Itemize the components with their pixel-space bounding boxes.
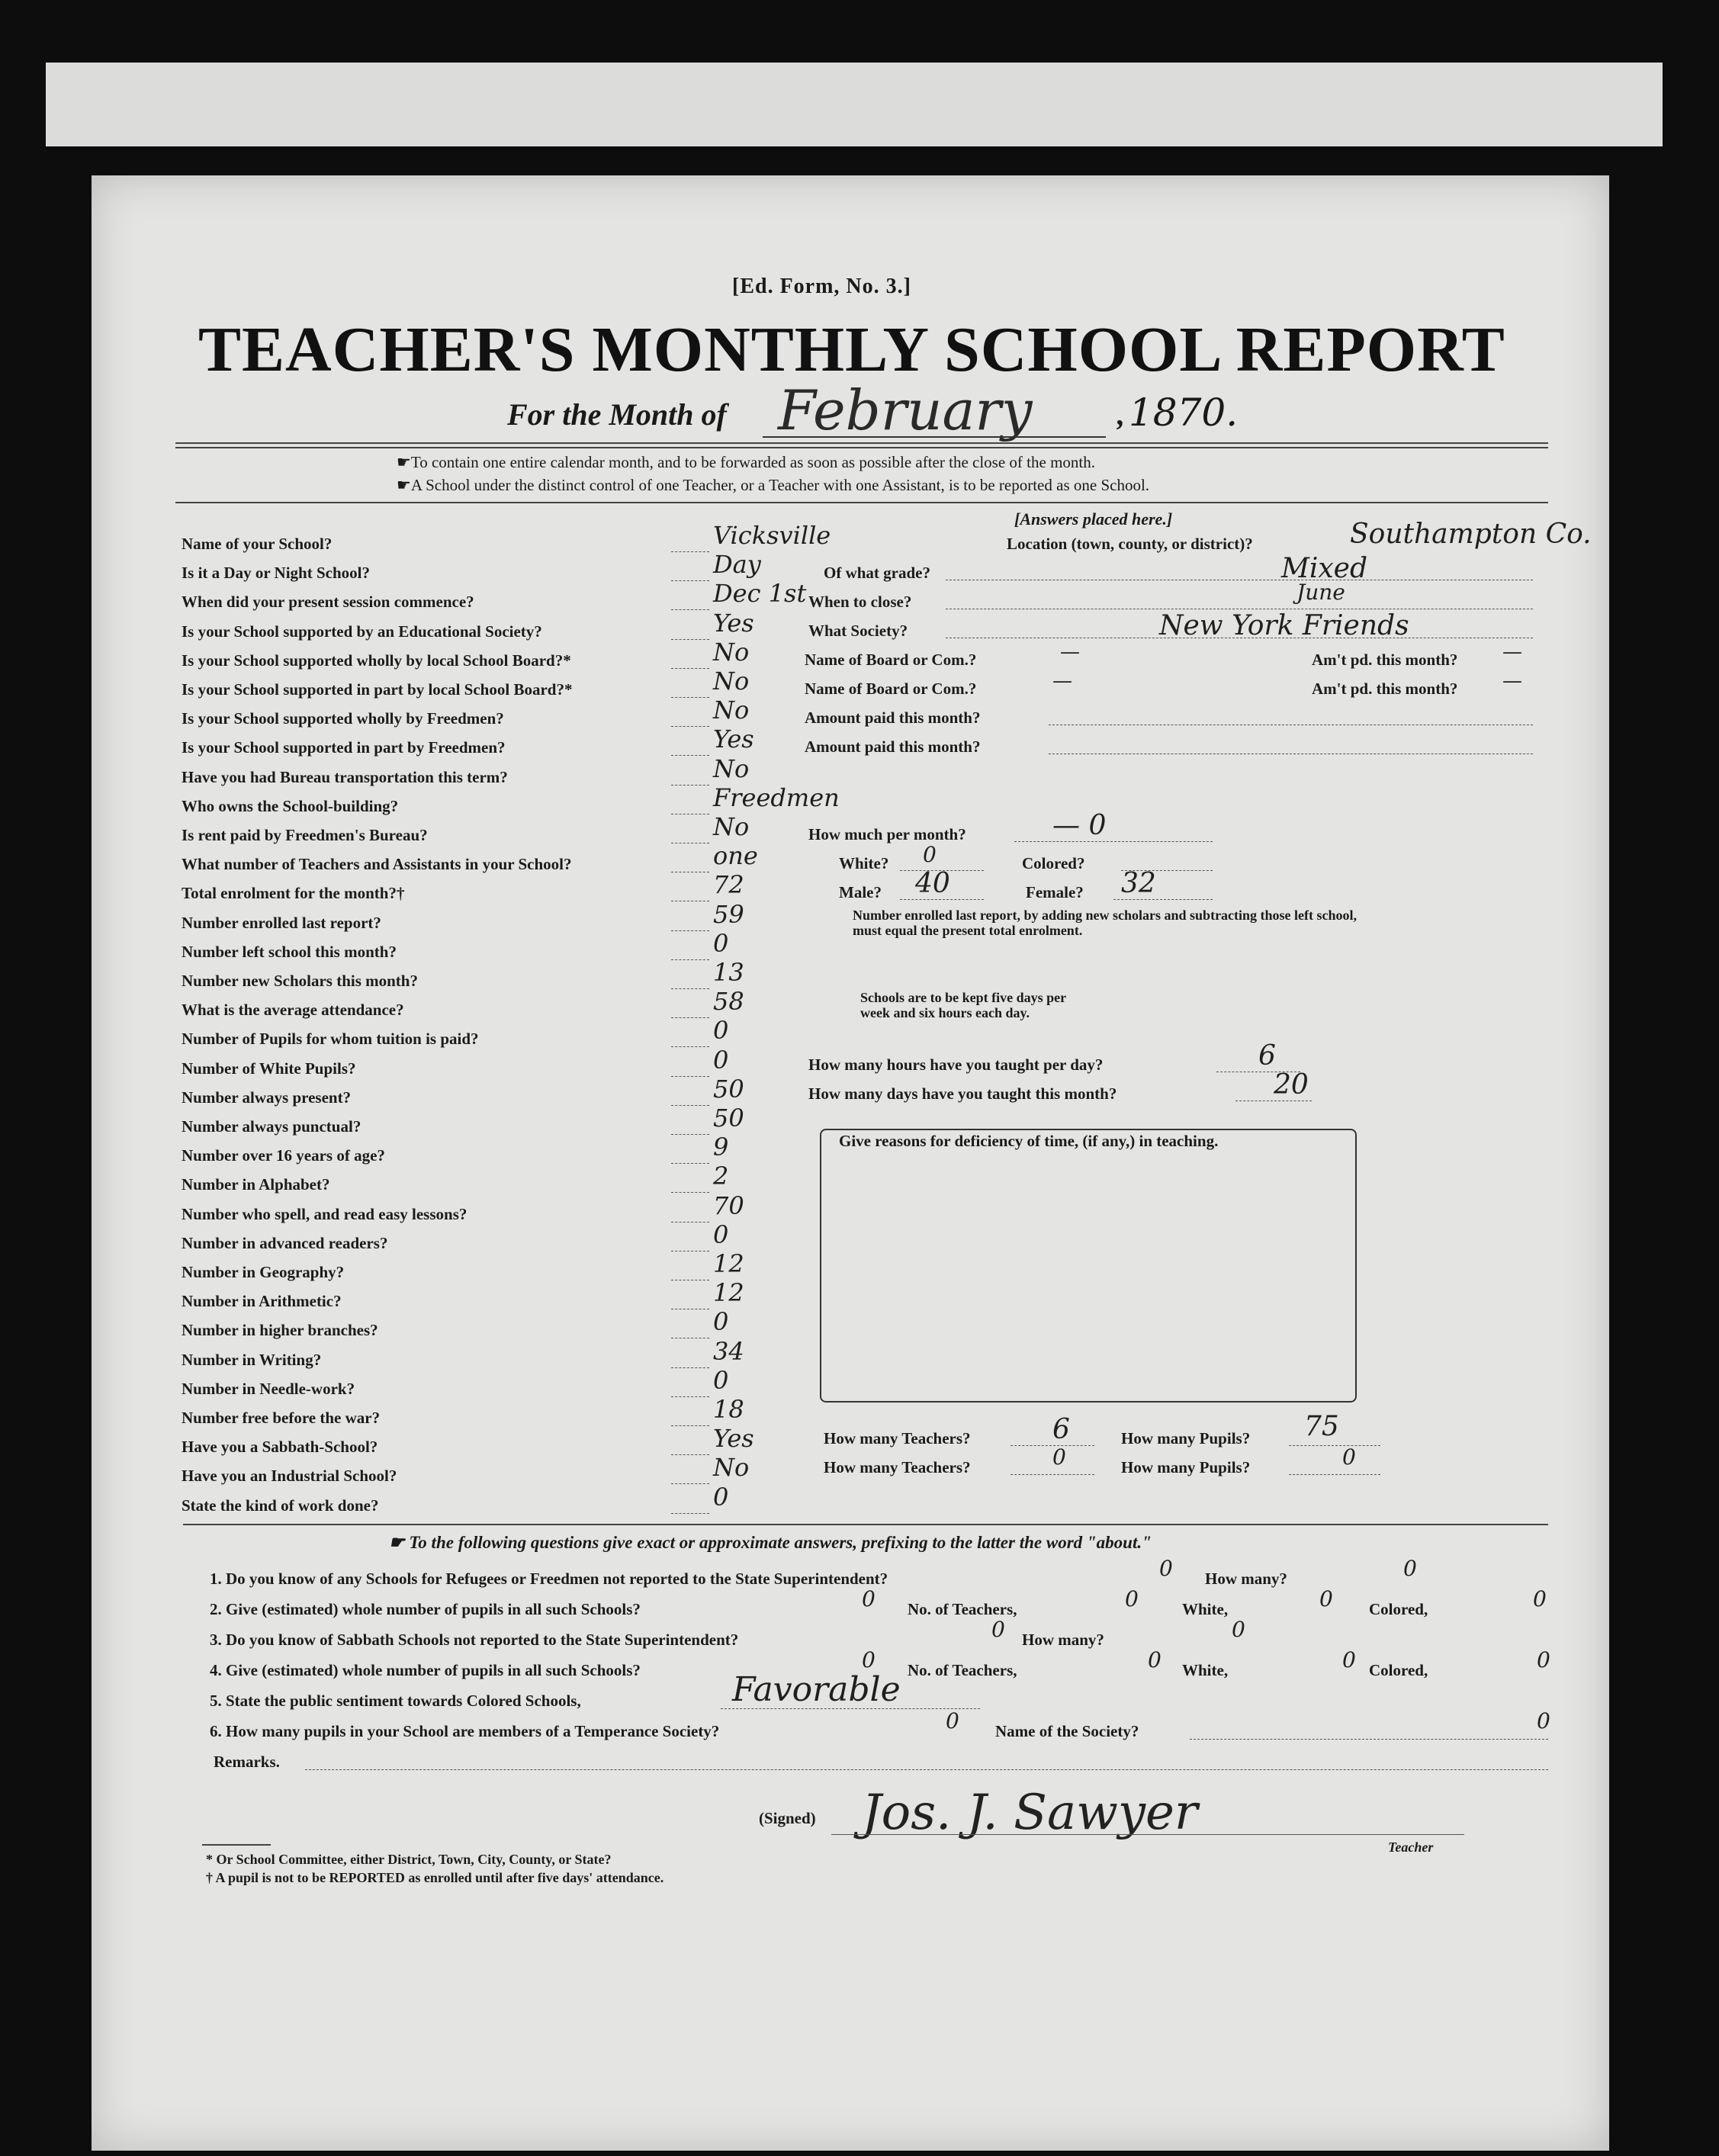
question-label: Have you had Bureau transportation this term?: [182, 768, 508, 786]
question-label: Is rent paid by Freedmen's Bureau?: [182, 826, 428, 844]
colored-label: Colored?: [1022, 854, 1085, 872]
sabbath-teachers-value: 6: [1052, 1414, 1070, 1445]
society-label: What Society?: [808, 622, 908, 640]
sq4-label: 4. Give (estimated) whole number of pupils in all such Schools?: [210, 1661, 641, 1679]
question-label: Number in Needle-work?: [182, 1380, 355, 1398]
sq4-colored-value: 0: [1537, 1647, 1550, 1672]
question-label: Total enrolment for the month?†: [182, 884, 405, 902]
question-answer: 58: [713, 987, 744, 1016]
question-answer: 12: [713, 1278, 744, 1307]
divider: [175, 502, 1548, 503]
instruction-note-2: ☛A School under the distinct control of one Teacher, or a Teacher with one Assistant, is to be reported as one School.: [397, 476, 1150, 494]
enrolment-note: Number enrolled last report, by adding new scholars and subtracting those left school, must equal the present total enrolment.: [853, 908, 1358, 938]
hours-value: 6: [1258, 1040, 1276, 1072]
form-number: [Ed. Form, No. 3.]: [732, 275, 911, 298]
question-label: What is the average attendance?: [182, 1001, 404, 1019]
days-label: How many days have you taught this month?: [808, 1084, 1117, 1103]
sq6-name-value: 0: [1537, 1708, 1550, 1733]
deficiency-label: Give reasons for deficiency of time, (if any,) in teaching.: [839, 1132, 1219, 1150]
sq4-colored-label: Colored,: [1369, 1661, 1428, 1679]
sq2-value: 0: [862, 1586, 876, 1611]
close-value: June: [1296, 580, 1345, 605]
question-label: Have you a Sabbath-School?: [182, 1438, 378, 1456]
sq2-white-value: 0: [1319, 1586, 1333, 1611]
sq3-value: 0: [991, 1617, 1005, 1642]
question-answer: 13: [713, 958, 744, 987]
question-label: State the kind of work done?: [182, 1496, 379, 1515]
question-answer: 0: [713, 1046, 729, 1075]
location-label: Location (town, county, or district)?: [1007, 535, 1253, 553]
question-label: Number of Pupils for whom tuition is paid?: [182, 1030, 479, 1048]
board1-value: —: [1060, 641, 1080, 664]
answers-placed-here: [Answers placed here.]: [1014, 509, 1173, 529]
question-answer: 2: [713, 1162, 729, 1190]
page-edge-behind: [46, 63, 1663, 146]
question-label: Number enrolled last report?: [182, 914, 381, 932]
question-label: Number left school this month?: [182, 943, 397, 961]
divider: [175, 442, 1548, 444]
question-answer: No: [713, 754, 750, 783]
amount-paid-label-1: Amount paid this month?: [805, 708, 981, 727]
question-label: Name of your School?: [182, 535, 333, 553]
sq1-howmany-value: 0: [1403, 1556, 1417, 1581]
question-label: Is your School supported wholly by local School Board?*: [182, 651, 571, 670]
close-label: When to close?: [808, 593, 912, 611]
question-answer: 34: [713, 1337, 744, 1366]
sq2-white-label: White,: [1182, 1600, 1229, 1618]
board2-value: —: [1052, 670, 1072, 692]
board2-label: Name of Board or Com.?: [805, 680, 977, 698]
question-label: Number who spell, and read easy lessons?: [182, 1205, 468, 1223]
sq2-label: 2. Give (estimated) whole number of pupils in all such Schools?: [210, 1600, 641, 1618]
grade-label: Of what grade?: [824, 564, 930, 582]
instruction-note-1: ☛To contain one entire calendar month, and to be forwarded as soon as possible after the close of the month.: [397, 453, 1095, 471]
question-label: Is your School supported wholly by Freedmen?: [182, 709, 504, 728]
question-answer: 59: [713, 900, 744, 929]
question-answer: Yes: [713, 1424, 754, 1453]
question-label: Number always present?: [182, 1088, 352, 1107]
question-answer: 9: [713, 1133, 729, 1162]
month-value: February: [778, 378, 1033, 442]
sq4-white-value: 0: [1342, 1647, 1356, 1672]
divider: [175, 447, 1548, 448]
question-answer: 72: [713, 870, 744, 899]
year-value: 1870.: [1129, 390, 1239, 435]
signed-label: (Signed): [759, 1809, 816, 1827]
question-answer: 70: [713, 1191, 744, 1220]
footnote-2: † A pupil is not to be REPORTED as enrolled until after five days' attendance.: [206, 1870, 664, 1885]
sabbath-pupils-value: 75: [1304, 1411, 1339, 1442]
question-label: Number in advanced readers?: [182, 1234, 388, 1252]
male-label: Male?: [839, 883, 882, 901]
question-answer: 0: [713, 1366, 729, 1395]
question-answer: No: [713, 696, 750, 725]
sq5-value: Favorable: [732, 1670, 901, 1709]
question-label: Is your School supported in part by local School Board?*: [182, 680, 573, 699]
question-answer: 0: [713, 1483, 729, 1512]
sq3-howmany-label: How many?: [1022, 1631, 1104, 1649]
question-answer: No: [713, 667, 750, 696]
question-answer: No: [713, 812, 750, 841]
question-label: Is it a Day or Night School?: [182, 564, 370, 582]
question-answer: Dec 1st: [713, 579, 807, 608]
question-label: Is your School supported by an Educational Society?: [182, 622, 542, 641]
page-title: TEACHER'S MONTHLY SCHOOL REPORT: [198, 314, 1505, 385]
question-answer: 0: [713, 1016, 729, 1045]
question-label: Number always punctual?: [182, 1117, 361, 1136]
rent-value: — 0: [1052, 810, 1107, 841]
industrial-teachers-value: 0: [1052, 1444, 1066, 1470]
rent-label: How much per month?: [808, 825, 966, 843]
month-label: For the Month of: [507, 397, 727, 432]
sq2-teachers-value: 0: [1125, 1586, 1139, 1611]
sq1-label: 1. Do you know of any Schools for Refugees or Freedmen not reported to the State Superintendent?: [210, 1570, 888, 1588]
amt2-value: —: [1502, 670, 1522, 692]
teacher-signature: Jos. J. Sawyer: [862, 1785, 1198, 1841]
question-answer: Vicksville: [713, 521, 831, 550]
question-answer: one: [713, 841, 758, 870]
sq6-name-label: Name of the Society?: [995, 1722, 1139, 1740]
sabbath-teachers-label: How many Teachers?: [824, 1429, 971, 1448]
sq6-label: 6. How many pupils in your School are members of a Temperance Society?: [210, 1722, 720, 1740]
sabbath-pupils-label: How many Pupils?: [1121, 1429, 1251, 1448]
sq4-white-label: White,: [1182, 1661, 1229, 1679]
society-value: New York Friends: [1159, 610, 1409, 641]
sq4-value: 0: [862, 1647, 876, 1672]
question-answer: Yes: [713, 609, 754, 638]
question-answer: No: [713, 1453, 750, 1482]
section2-header: ☛ To the following questions give exact or approximate answers, prefixing to the latter the word "about.": [389, 1533, 1152, 1552]
hours-note: Schools are to be kept five days per week and six hours each day.: [860, 990, 1066, 1020]
question-label: Number of White Pupils?: [182, 1059, 356, 1078]
sq4-teachers-label: No. of Teachers,: [908, 1661, 1017, 1679]
sq3-howmany-value: 0: [1232, 1617, 1245, 1642]
question-label: What number of Teachers and Assistants in your School?: [182, 855, 572, 873]
question-answer: 0: [713, 1307, 729, 1336]
sq6-value: 0: [946, 1708, 959, 1733]
sq5-label: 5. State the public sentiment towards Colored Schools,: [210, 1692, 581, 1710]
industrial-pupils-label: How many Pupils?: [1121, 1458, 1251, 1476]
question-label: Number in higher branches?: [182, 1321, 378, 1339]
white-value: 0: [923, 842, 937, 867]
question-answer: 0: [713, 929, 729, 958]
month-underline: [763, 436, 1106, 438]
question-label: Who owns the School-building?: [182, 797, 399, 815]
question-label: Have you an Industrial School?: [182, 1467, 397, 1485]
white-label: White?: [839, 854, 889, 872]
question-answer: 50: [713, 1075, 744, 1104]
question-label: Number new Scholars this month?: [182, 972, 418, 990]
question-answer: No: [713, 638, 750, 667]
grade-value: Mixed: [1281, 553, 1368, 584]
teacher-role: Teacher: [1388, 1840, 1434, 1855]
sq2-colored-value: 0: [1533, 1586, 1547, 1611]
question-label: Number in Alphabet?: [182, 1175, 330, 1194]
industrial-pupils-value: 0: [1342, 1444, 1356, 1470]
question-answer: Freedmen: [713, 783, 840, 812]
question-answer: 18: [713, 1395, 744, 1424]
question-label: Number in Arithmetic?: [182, 1292, 342, 1310]
question-label: Number over 16 years of age?: [182, 1146, 385, 1165]
question-answer: 50: [713, 1104, 744, 1133]
amt1-label: Am't pd. this month?: [1312, 651, 1458, 669]
question-label: Number in Geography?: [182, 1263, 345, 1281]
amt2-label: Am't pd. this month?: [1312, 680, 1458, 698]
sq2-colored-label: Colored,: [1369, 1600, 1428, 1618]
female-label: Female?: [1026, 883, 1084, 901]
footnote-1: * Or School Committee, either District, Town, City, County, or State?: [206, 1852, 612, 1867]
sq3-label: 3. Do you know of Sabbath Schools not reported to the State Superintendent?: [210, 1631, 739, 1649]
sq2-teachers-label: No. of Teachers,: [908, 1600, 1017, 1618]
question-answer: Yes: [713, 725, 754, 753]
question-label: Number in Writing?: [182, 1351, 322, 1369]
question-label: When did your present session commence?: [182, 593, 474, 611]
female-value: 32: [1121, 868, 1156, 899]
amount-paid-label-2: Amount paid this month?: [805, 737, 981, 756]
days-value: 20: [1274, 1069, 1309, 1100]
sq4-teachers-value: 0: [1148, 1647, 1162, 1672]
question-answer: 12: [713, 1249, 744, 1278]
industrial-teachers-label: How many Teachers?: [824, 1458, 971, 1476]
question-label: Is your School supported in part by Freedmen?: [182, 738, 506, 757]
location-value: Southampton Co.: [1350, 519, 1592, 550]
sq1-value: 0: [1159, 1556, 1173, 1581]
hours-label: How many hours have you taught per day?: [808, 1056, 1104, 1074]
male-value: 40: [915, 868, 950, 899]
board1-label: Name of Board or Com.?: [805, 651, 977, 669]
question-answer: Day: [713, 550, 761, 579]
sq1-howmany-label: How many?: [1205, 1570, 1287, 1588]
remarks-label: Remarks.: [214, 1753, 280, 1771]
deficiency-box: [820, 1129, 1357, 1403]
divider: [183, 1524, 1548, 1525]
question-answer: 0: [713, 1220, 729, 1249]
question-label: Number free before the war?: [182, 1409, 381, 1427]
amt1-value: —: [1502, 641, 1522, 664]
